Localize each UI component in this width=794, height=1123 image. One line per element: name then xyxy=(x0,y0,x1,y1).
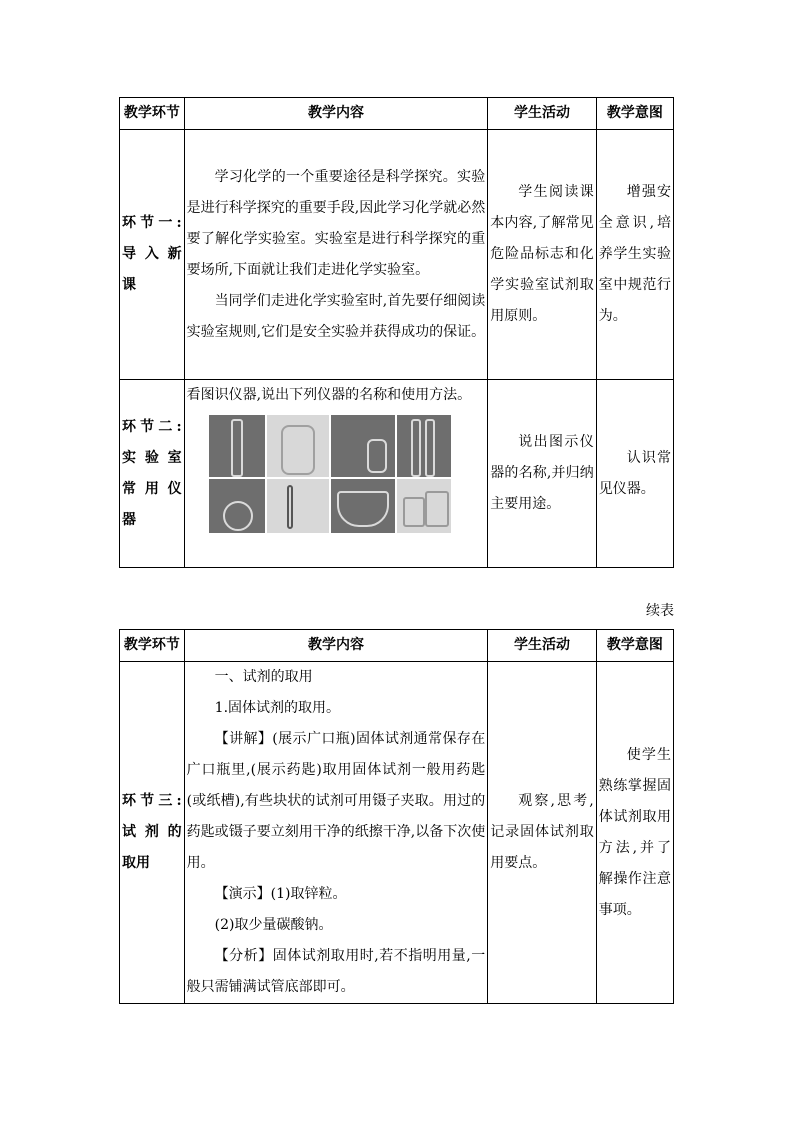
stage-line: 实验室 xyxy=(122,449,182,466)
instrument-photos xyxy=(209,415,453,533)
lesson-table-2 xyxy=(119,629,674,1004)
content-cell xyxy=(184,130,488,380)
content-paragraph: 【讲解】(展示广口瓶)固体试剂通常保存在广口瓶里,(展示药匙)取用固体试剂一般用药匙(或纸槽),有些块状的试剂可用镊子夹取。用过的药匙或镊子要立刻用干净的纸擦干净,以备下次使用。 xyxy=(186,731,486,871)
stage-line: 环节三: xyxy=(122,793,182,809)
lesson-table-1 xyxy=(119,97,674,568)
table-row xyxy=(120,380,674,568)
stage-line: 试剂的 xyxy=(122,824,182,840)
intent-text: 认识常见仪器。 xyxy=(598,449,671,497)
content-paragraph: 看图识仪器,说出下列仪器的名称和使用方法。 xyxy=(186,387,472,403)
beakers-photo xyxy=(397,479,451,533)
stage-line: 取用 xyxy=(122,855,150,871)
content-paragraph: 1.固体试剂的取用。 xyxy=(214,700,341,716)
header-content: 教学内容 xyxy=(184,630,488,662)
table-header-row xyxy=(120,98,674,130)
intent-cell xyxy=(596,130,673,380)
iron-stand-photo xyxy=(267,479,329,533)
content-paragraph: 一、试剂的取用 xyxy=(214,669,313,685)
header-stage: 教学环节 xyxy=(120,98,185,130)
table-row xyxy=(120,662,674,1004)
stage-line: 器 xyxy=(122,511,136,528)
stage-line: 常用仪 xyxy=(122,480,182,497)
header-stage: 教学环节 xyxy=(120,630,185,662)
content-paragraph: 【演示】(1)取锌粒。 xyxy=(214,886,347,902)
intent-text: 使学生熟练掌握固体试剂取用方法,并了解操作注意事项。 xyxy=(598,746,671,918)
graduated-cylinder-photo xyxy=(209,415,265,477)
header-activity: 学生活动 xyxy=(488,98,597,130)
header-intent: 教学意图 xyxy=(596,630,673,662)
continued-label: 续表 xyxy=(646,603,674,619)
dropper-bottle-photo xyxy=(331,415,395,477)
intent-cell xyxy=(596,380,673,568)
table-header-row xyxy=(120,630,674,662)
content-cell xyxy=(184,380,488,568)
stage-cell xyxy=(120,662,185,1004)
stage-line: 环节二: xyxy=(122,418,182,435)
stage-cell xyxy=(120,380,185,568)
intent-cell xyxy=(596,662,673,1004)
header-intent: 教学意图 xyxy=(596,98,673,130)
activity-text: 学生阅读课本内容,了解常见危险品标志和化学实验室试剂取用原则。 xyxy=(490,184,594,324)
alcohol-lamp-photo xyxy=(209,479,265,533)
stage-cell xyxy=(120,130,185,380)
test-tubes-photo xyxy=(397,415,451,477)
header-activity: 学生活动 xyxy=(488,630,597,662)
activity-text: 说出图示仪器的名称,并归纳主要用途。 xyxy=(490,434,594,512)
content-paragraph: (2)取少量碳酸钠。 xyxy=(214,917,333,933)
activity-text: 观察,思考,记录固体试剂取用要点。 xyxy=(490,793,594,871)
glass-trough-photo xyxy=(331,479,395,533)
stage-line: 环节一: xyxy=(122,215,182,231)
content-cell xyxy=(184,662,488,1004)
content-paragraph: 当同学们走进化学实验室时,首先要仔细阅读实验室规则,它们是安全实验并获得成功的保证。 xyxy=(186,292,486,340)
content-paragraph: 学习化学的一个重要途径是科学探究。实验是进行科学探究的重要手段,因此学习化学就必然要了解化学实验室。实验室是进行科学探究的重要场所,下面就让我们走进化学实验室。 xyxy=(186,168,486,278)
activity-cell xyxy=(488,380,597,568)
activity-cell xyxy=(488,130,597,380)
table-row xyxy=(120,130,674,380)
activity-cell xyxy=(488,662,597,1004)
header-content: 教学内容 xyxy=(184,98,488,130)
content-paragraph: 【分析】固体试剂取用时,若不指明用量,一般只需铺满试管底部即可。 xyxy=(186,948,486,995)
intent-text: 增强安全意识,培养学生实验室中规范行为。 xyxy=(598,184,671,324)
wide-mouth-bottle-photo xyxy=(267,415,329,477)
stage-line: 课 xyxy=(122,277,136,293)
stage-line: 导入新 xyxy=(122,246,182,262)
